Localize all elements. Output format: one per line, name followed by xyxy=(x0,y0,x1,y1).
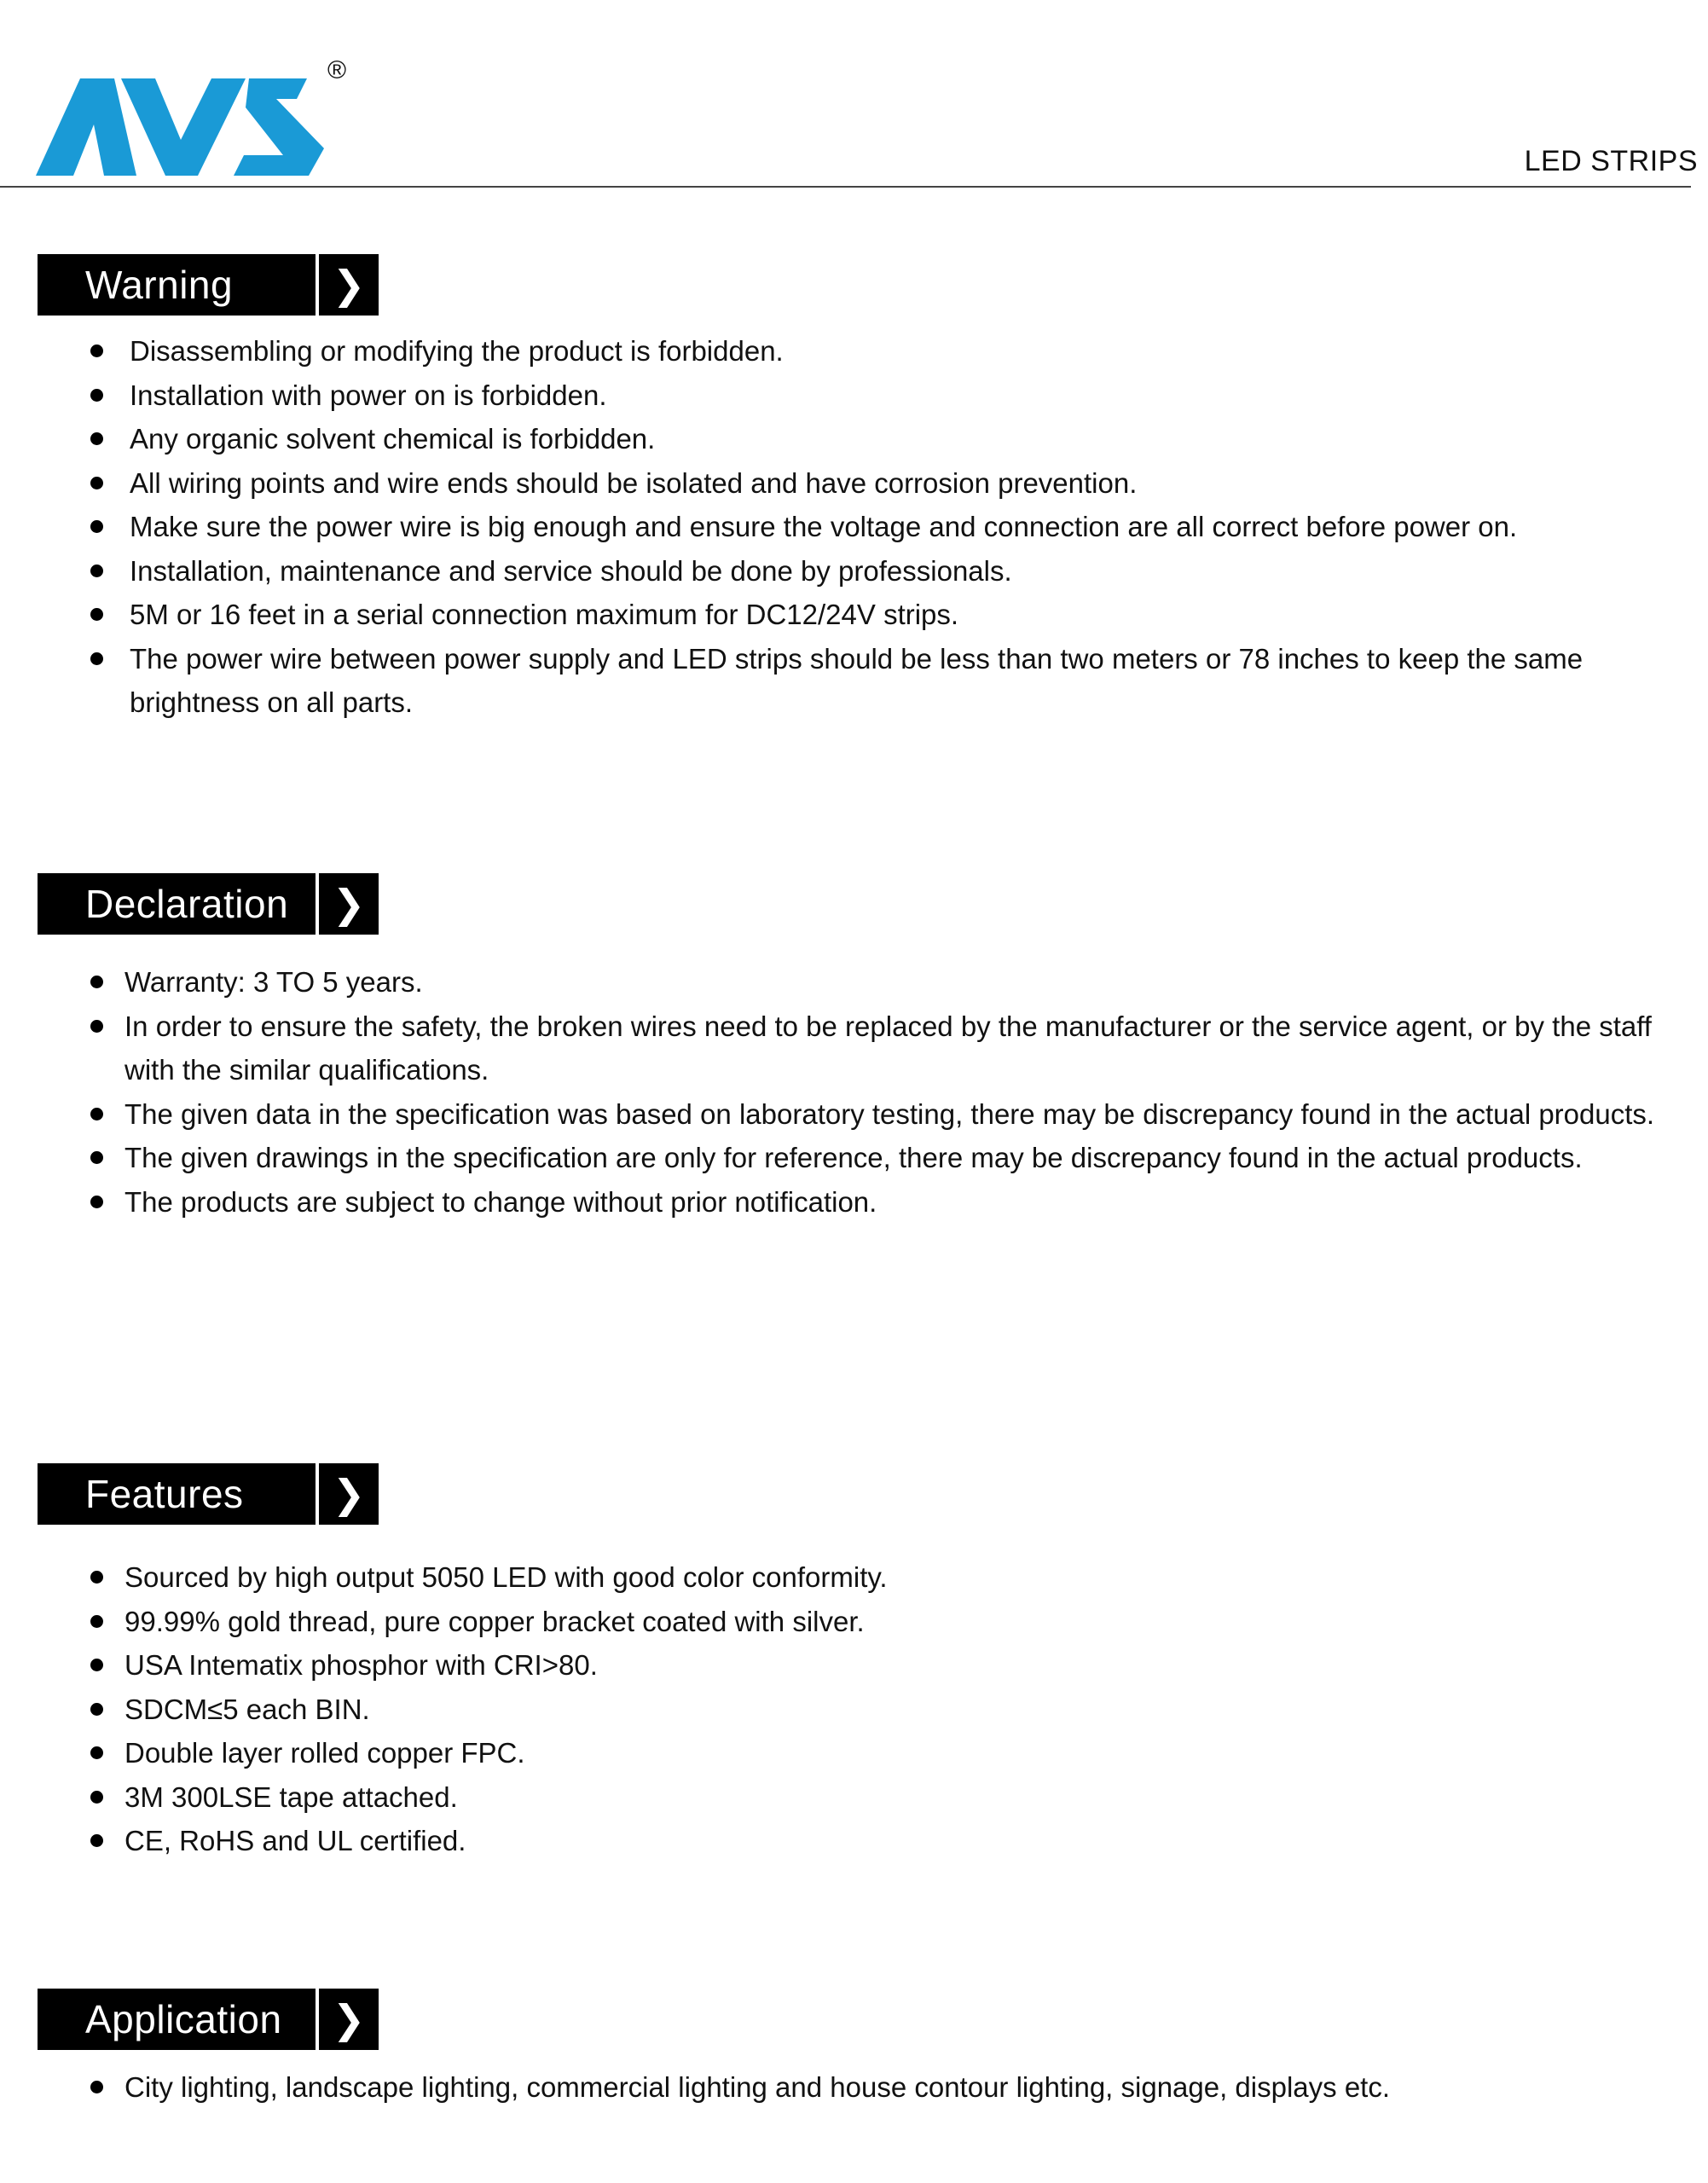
section-header-features xyxy=(38,1463,379,1525)
list-item: Double layer rolled copper FPC. xyxy=(124,1731,1676,1775)
section-title: Declaration xyxy=(38,873,316,935)
chevron-right-icon: ❯ xyxy=(319,1989,379,2050)
list-item: 5M or 16 feet in a serial connection maximum for DC12/24V strips. xyxy=(130,593,1665,637)
list-item: Sourced by high output 5050 LED with good color conformity. xyxy=(124,1555,1676,1600)
application-list xyxy=(124,2065,1676,2110)
list-item: In order to ensure the safety, the broken wires need to be replaced by the manufacturer or the service agent, or by the staff with the similar qualifications. xyxy=(124,1005,1676,1092)
section-header-warning xyxy=(38,254,379,316)
list-item: Installation, maintenance and service should be done by professionals. xyxy=(130,549,1665,594)
list-item: The products are subject to change without prior notification. xyxy=(124,1180,1676,1225)
header-category: LED STRIPS xyxy=(1524,145,1698,177)
chevron-right-icon: ❯ xyxy=(319,254,379,316)
list-item: The given data in the specification was based on laboratory testing, there may be discrepancy found in the actual products. xyxy=(124,1092,1676,1137)
list-item: All wiring points and wire ends should be isolated and have corrosion prevention. xyxy=(130,461,1665,506)
list-item: The given drawings in the specification are only for reference, there may be discrepancy found in the actual products. xyxy=(124,1136,1676,1180)
list-item: 3M 300LSE tape attached. xyxy=(124,1775,1676,1820)
features-list xyxy=(124,1555,1676,1863)
list-item: The power wire between power supply and LED strips should be less than two meters or 78 inches to keep the same brightness on all parts. xyxy=(130,637,1665,725)
section-header-application xyxy=(38,1989,379,2050)
chevron-right-icon: ❯ xyxy=(319,873,379,935)
list-item: Warranty: 3 TO 5 years. xyxy=(124,960,1676,1005)
registered-mark: ® xyxy=(327,56,347,84)
header-divider xyxy=(0,186,1691,188)
list-item: Make sure the power wire is big enough and ensure the voltage and connection are all correct before power on. xyxy=(130,505,1665,549)
warning-list xyxy=(130,329,1665,725)
section-title: Warning xyxy=(38,254,316,316)
list-item: USA Intematix phosphor with CRI>80. xyxy=(124,1643,1676,1688)
list-item: 99.99% gold thread, pure copper bracket coated with silver. xyxy=(124,1600,1676,1644)
list-item: Installation with power on is forbidden. xyxy=(130,373,1665,418)
list-item: City lighting, landscape lighting, commercial lighting and house contour lighting, signage, displays etc. xyxy=(124,2065,1676,2110)
list-item: Disassembling or modifying the product is forbidden. xyxy=(130,329,1665,373)
avs-logo xyxy=(36,55,360,182)
list-item: Any organic solvent chemical is forbidden. xyxy=(130,417,1665,461)
section-header-declaration xyxy=(38,873,379,935)
list-item: CE, RoHS and UL certified. xyxy=(124,1819,1676,1863)
declaration-list xyxy=(124,960,1676,1224)
chevron-right-icon: ❯ xyxy=(319,1463,379,1525)
list-item: SDCM≤5 each BIN. xyxy=(124,1688,1676,1732)
section-title: Features xyxy=(38,1463,316,1525)
section-title: Application xyxy=(38,1989,316,2050)
